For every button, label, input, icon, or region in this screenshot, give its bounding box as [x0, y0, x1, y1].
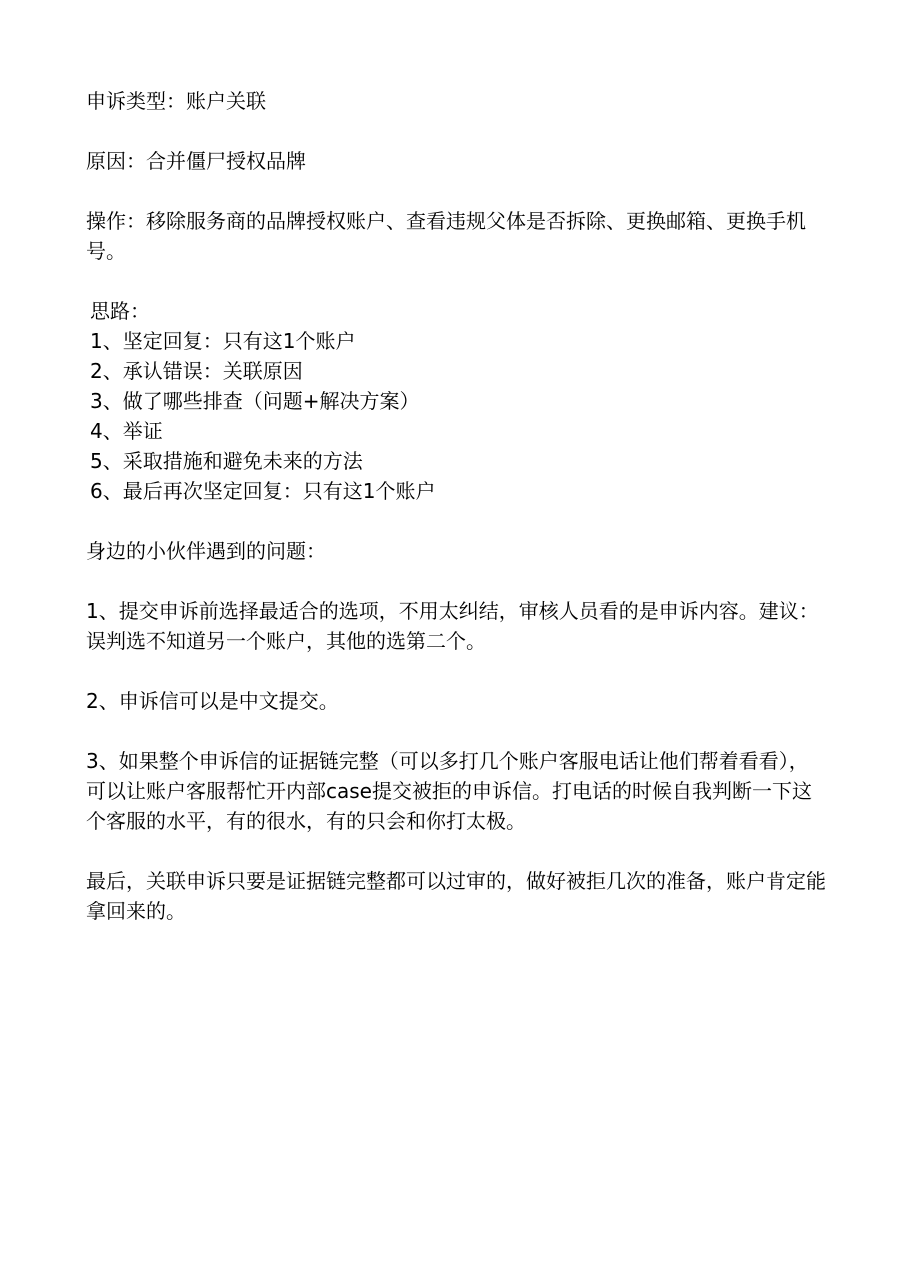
approach-step: 3、做了哪些排查（问题+解决方案） — [90, 389, 420, 413]
issue-item: 1、提交申诉前选择最适合的选项，不用太纠结，审核人员看的是申诉内容。建议：误判选不知道另一个账户，其他的选第二个。 — [86, 599, 819, 653]
issue-item: 2、申诉信可以是中文提交。 — [86, 689, 339, 713]
operation: 操作：移除服务商的品牌授权账户、查看违规父体是否拆除、更换邮箱、更换手机号。 — [86, 209, 806, 263]
approach-section — [86, 296, 826, 506]
document-body — [86, 86, 826, 956]
approach-step: 2、承认错误：关联原因 — [90, 359, 303, 383]
approach-title: 思路： — [90, 299, 150, 323]
approach-step: 4、举证 — [90, 419, 163, 443]
issues-title: 身边的小伙伴遇到的问题： — [86, 539, 326, 563]
reason: 原因：合并僵尸授权品牌 — [86, 149, 306, 173]
approach-step: 1、坚定回复：只有这1个账户 — [90, 329, 356, 353]
approach-step: 6、最后再次坚定回复：只有这1个账户 — [90, 479, 436, 503]
issue-item: 3、如果整个申诉信的证据链完整（可以多打几个账户客服电话让他们帮着看看），可以让账户客服帮忙开内部case提交被拒的申诉信。打电话的时候自我判断一下这个客服的水平，有的很水，有的只会和你打太极。 — [86, 749, 812, 833]
approach-step: 5、采取措施和避免未来的方法 — [90, 449, 363, 473]
conclusion: 最后，关联申诉只要是证据链完整都可以过审的，做好被拒几次的准备，账户肯定能拿回来的。 — [86, 869, 826, 923]
appeal-type: 申诉类型：账户关联 — [86, 89, 266, 113]
